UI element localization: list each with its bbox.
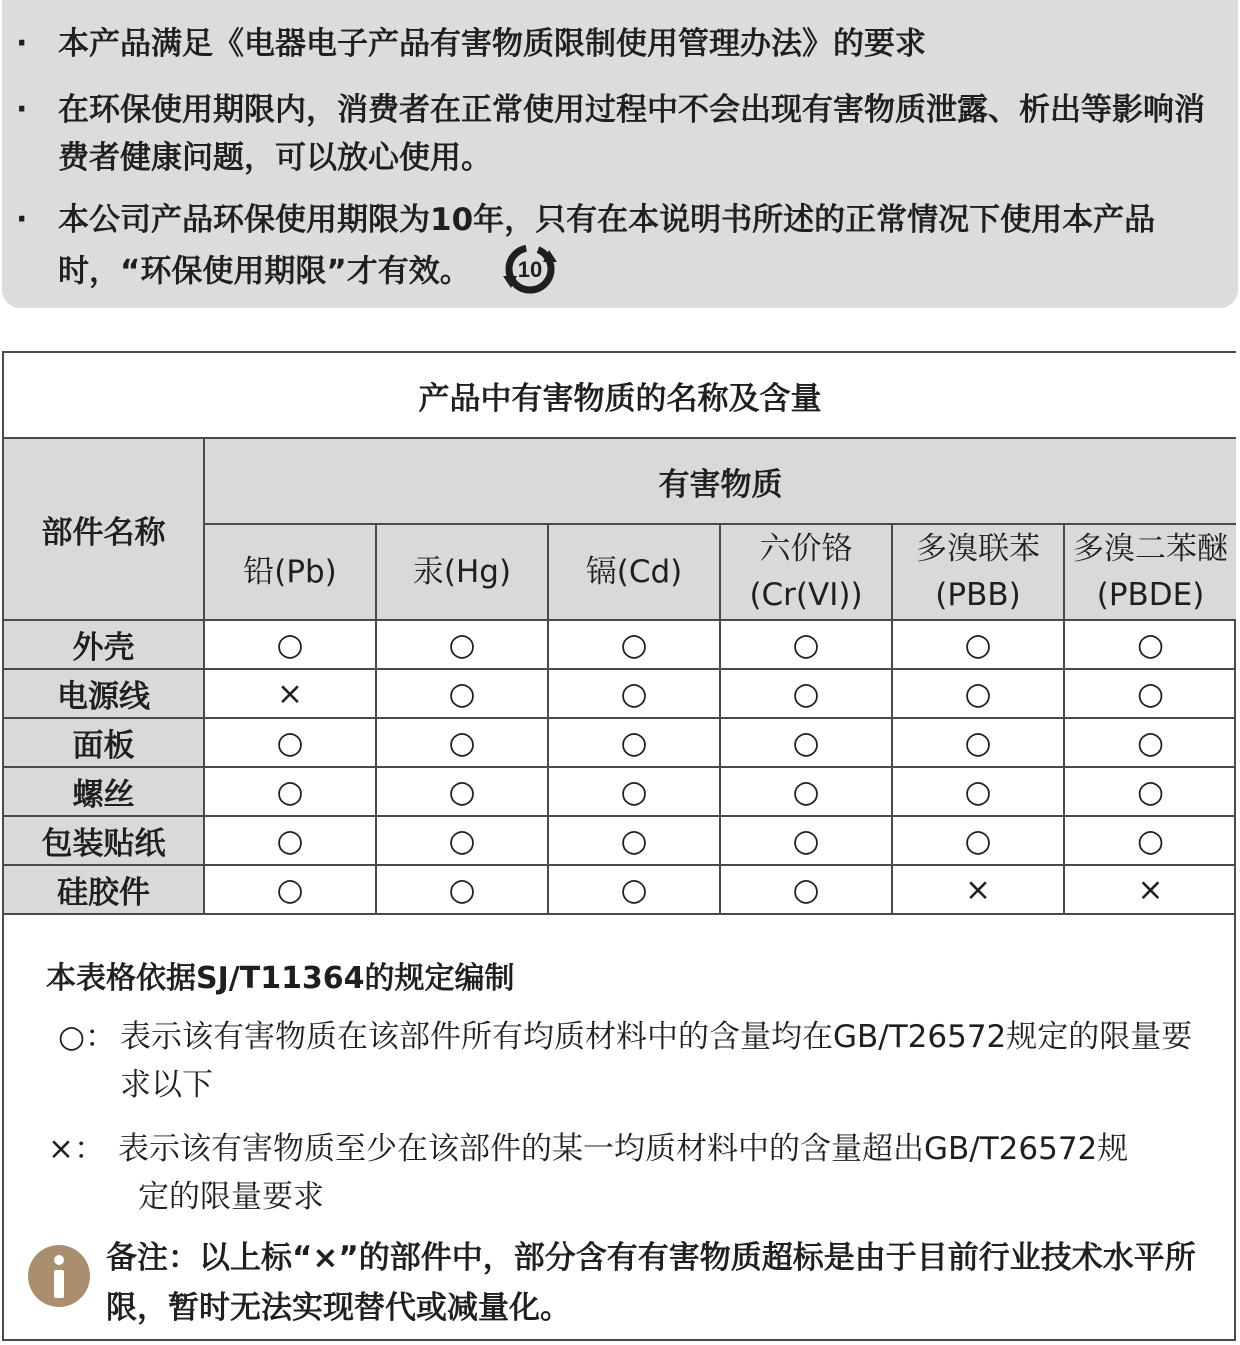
info-icon bbox=[28, 1245, 90, 1307]
substance-mark-cell: ○ bbox=[720, 816, 892, 865]
substance-mark-cell: ○ bbox=[1064, 620, 1236, 669]
substance-mark-cell: ○ bbox=[548, 865, 720, 914]
substance-mark-cell: ○ bbox=[720, 718, 892, 767]
remark bbox=[28, 1233, 1208, 1343]
legend-cross-text bbox=[118, 1125, 1234, 1221]
notice-item bbox=[16, 196, 1216, 302]
notice-item-text: 在环保使用期限内，消费者在正常使用过程中不会出现有害物质泄露、析出等影响消费者健康问题，可以放心使用。 bbox=[58, 92, 1205, 176]
substance-mark-cell: × bbox=[892, 865, 1064, 914]
substance-name: 多溴联苯 bbox=[916, 531, 1040, 567]
substance-header-4 bbox=[892, 524, 1064, 620]
substance-mark-cell: ○ bbox=[376, 718, 548, 767]
notice-item bbox=[16, 86, 1216, 182]
notice-item-text-content: 本公司产品环保使用期限为10年，只有在本说明书所述的正常情况下使用本产品时，“环保使用期限”才有效。 bbox=[58, 202, 1156, 290]
substance-mark-cell: × bbox=[1064, 865, 1236, 914]
substance-mark-cell: ○ bbox=[892, 767, 1064, 816]
table-title: 产品中有害物质的名称及含量 bbox=[4, 353, 1236, 438]
notice-box bbox=[2, 0, 1238, 308]
table-row bbox=[4, 718, 1236, 767]
substance-name: 多溴二苯醚 bbox=[1073, 531, 1229, 567]
substance-mark-cell: ○ bbox=[204, 718, 376, 767]
substance-mark-cell: ○ bbox=[376, 816, 548, 865]
legend-cross bbox=[48, 1125, 1234, 1221]
legend-circle-text: 表示该有害物质在该部件所有均质材料中的含量均在GB/T26572规定的限量要求以下 bbox=[120, 1019, 1193, 1103]
part-name-cell: 包装贴纸 bbox=[4, 816, 204, 865]
remark-text: 备注：以上标“×”的部件中，部分含有有害物质超标是由于目前行业技术水平所限，暂时无法实现替代或减量化。 bbox=[106, 1240, 1196, 1326]
substance-mark-cell: ○ bbox=[204, 620, 376, 669]
part-name-cell: 电源线 bbox=[4, 669, 204, 718]
legend-cross-text-line2: 定的限量要求 bbox=[138, 1179, 324, 1215]
substance-mark-cell: ○ bbox=[376, 865, 548, 914]
legend-circle-symbol: ○： bbox=[58, 1019, 117, 1055]
substance-mark-cell: ○ bbox=[376, 620, 548, 669]
substance-mark-cell: ○ bbox=[892, 620, 1064, 669]
substance-formula: (Cd) bbox=[616, 554, 683, 590]
substance-header-3 bbox=[720, 524, 892, 620]
table-row bbox=[4, 865, 1236, 914]
substance-formula: (Cr(VI)) bbox=[749, 577, 863, 613]
substance-mark-cell: ○ bbox=[720, 767, 892, 816]
notice-item-text: 本产品满足《电器电子产品有害物质限制使用管理办法》的要求 bbox=[58, 26, 926, 62]
part-name-cell: 外壳 bbox=[4, 620, 204, 669]
notice-item-text bbox=[58, 196, 1216, 302]
substance-name: 六价铬 bbox=[759, 531, 853, 567]
substance-header-2 bbox=[548, 524, 720, 620]
substance-mark-cell: ○ bbox=[376, 767, 548, 816]
environmental-period-10-icon bbox=[501, 240, 559, 298]
substance-name: 铅 bbox=[243, 554, 275, 590]
substance-mark-cell: × bbox=[204, 669, 376, 718]
table-row bbox=[4, 620, 1236, 669]
substance-mark-cell: ○ bbox=[548, 669, 720, 718]
part-name-cell: 硅胶件 bbox=[4, 865, 204, 914]
substance-formula: (PBDE) bbox=[1096, 577, 1205, 613]
substance-mark-cell: ○ bbox=[548, 718, 720, 767]
substance-mark-cell: ○ bbox=[892, 718, 1064, 767]
legend-circle bbox=[58, 1013, 1208, 1109]
standard-basis-note: 本表格依据SJ/T11364的规定编制 bbox=[46, 961, 515, 996]
substance-header-5 bbox=[1064, 524, 1236, 620]
hazardous-substance-table-frame bbox=[2, 351, 1236, 1341]
substance-mark-cell: ○ bbox=[720, 865, 892, 914]
substance-mark-cell: ○ bbox=[1064, 718, 1236, 767]
substance-formula: (Hg) bbox=[443, 554, 512, 590]
substance-mark-cell: ○ bbox=[892, 816, 1064, 865]
legend-cross-symbol: ×： bbox=[48, 1131, 105, 1167]
substance-mark-cell: ○ bbox=[548, 816, 720, 865]
substance-formula: (PBB) bbox=[935, 577, 1021, 613]
substance-mark-cell: ○ bbox=[548, 620, 720, 669]
period-symbol-text: 10 bbox=[517, 257, 542, 282]
substance-mark-cell: ○ bbox=[720, 669, 892, 718]
table-row bbox=[4, 767, 1236, 816]
substance-mark-cell: ○ bbox=[720, 620, 892, 669]
substance-mark-cell: ○ bbox=[1064, 816, 1236, 865]
bullet-dot: · bbox=[16, 202, 28, 237]
substance-name: 镉 bbox=[585, 554, 617, 590]
substance-header-1 bbox=[376, 524, 548, 620]
substance-mark-cell: ○ bbox=[1064, 669, 1236, 718]
substance-mark-cell: ○ bbox=[1064, 767, 1236, 816]
substance-mark-cell: ○ bbox=[892, 669, 1064, 718]
part-name-cell: 螺丝 bbox=[4, 767, 204, 816]
substance-mark-cell: ○ bbox=[376, 669, 548, 718]
hazardous-substance-table bbox=[4, 353, 1236, 915]
part-name-header: 部件名称 bbox=[4, 438, 204, 620]
bullet-dot: · bbox=[16, 92, 28, 127]
substance-group-header: 有害物质 bbox=[204, 438, 1236, 524]
bullet-dot: · bbox=[16, 26, 28, 61]
notice-item bbox=[16, 20, 1216, 68]
substance-mark-cell: ○ bbox=[204, 767, 376, 816]
substance-formula: (Pb) bbox=[274, 554, 337, 590]
substance-name: 汞 bbox=[412, 554, 444, 590]
table-row bbox=[4, 816, 1236, 865]
legend-cross-text-line1: 表示该有害物质至少在该部件的某一均质材料中的含量超出GB/T26572规 bbox=[118, 1131, 1129, 1167]
table-row bbox=[4, 669, 1236, 718]
part-name-cell: 面板 bbox=[4, 718, 204, 767]
substance-mark-cell: ○ bbox=[204, 816, 376, 865]
substance-mark-cell: ○ bbox=[548, 767, 720, 816]
substance-mark-cell: ○ bbox=[204, 865, 376, 914]
substance-header-0 bbox=[204, 524, 376, 620]
